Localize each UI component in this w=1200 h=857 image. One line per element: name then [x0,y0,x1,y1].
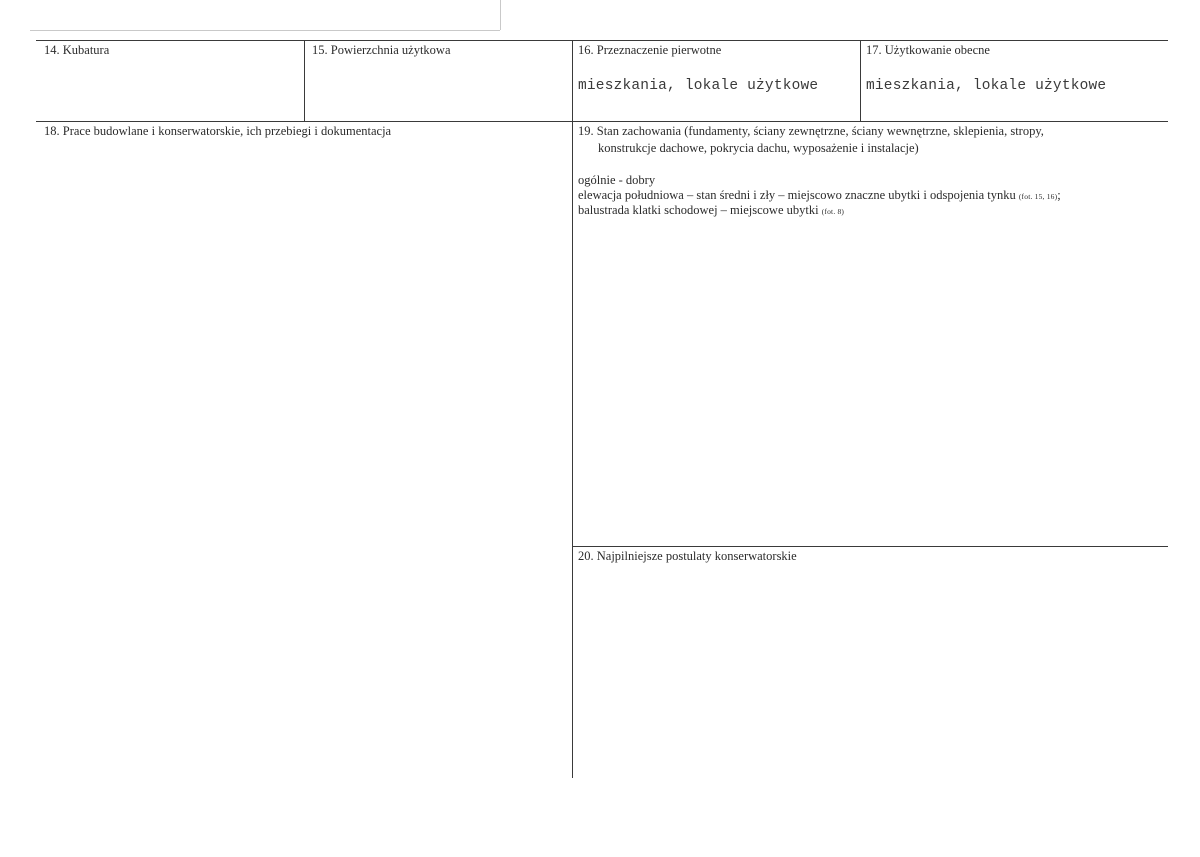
scan-edge-top [30,30,500,31]
field-17-value: mieszkania, lokale użytkowe [866,78,1107,94]
field-19-text-line3-ref: (fot. 8) [821,207,845,216]
field-20-label: 20. Najpilniejsze postulaty konserwatorskie [578,549,797,563]
scan-edge-vertical [500,0,501,30]
row-divider-2 [572,546,1168,547]
field-19-text-line2-main: elewacja południowa – stan średni i zły – miejscowo znaczne ubytki i odspojenia tynku [578,188,1016,202]
field-16-label: 16. Przeznaczenie pierwotne [578,43,722,57]
field-19-text-line2-end: ; [1057,188,1061,202]
table-top-border [36,40,1168,41]
row-divider-1 [36,121,1168,122]
field-19-label-line1: 19. Stan zachowania (fundamenty, ściany zewnętrzne, ściany wewnętrzne, sklepienia, stropy, [578,124,1044,138]
field-16-value: mieszkania, lokale użytkowe [578,78,819,94]
field-18-label: 18. Prace budowlane i konserwatorskie, ich przebiegi i dokumentacja [44,124,392,138]
field-19-label-line2: konstrukcje dachowe, pokrycia dachu, wyposażenie i instalacje) [598,141,919,155]
field-19-text-line3 [578,203,844,220]
field-19-text-line2-ref: (fot. 15, 16) [1018,192,1058,201]
field-17-label: 17. Użytkowanie obecne [866,43,990,57]
divider-15-16 [572,40,573,778]
field-15-label: 15. Powierzchnia użytkowa [312,43,451,57]
field-14-label: 14. Kubatura [44,43,110,57]
field-19-text-line1: ogólnie - dobry [578,173,656,187]
field-19-text-line3-main: balustrada klatki schodowej – miejscowe ubytki [578,203,819,217]
divider-16-17 [860,40,861,121]
divider-14-15 [304,40,305,121]
